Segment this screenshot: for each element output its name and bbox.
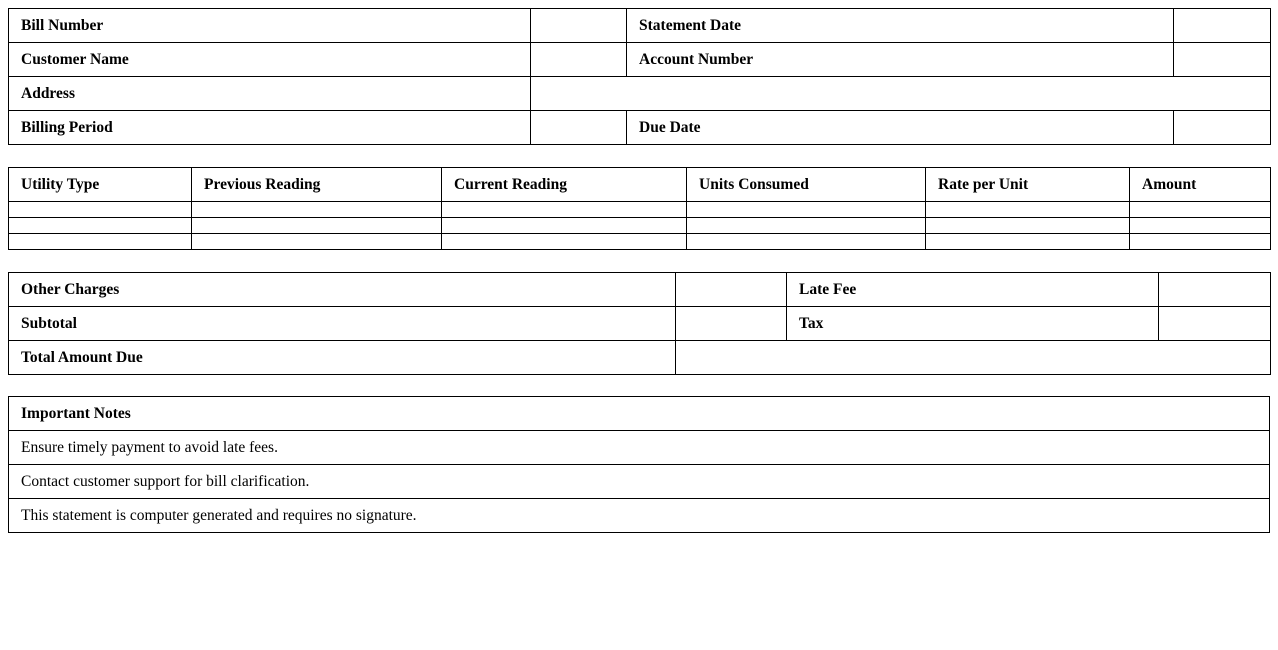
statement-date-value <box>1174 9 1271 43</box>
note-text: Contact customer support for bill clarification. <box>9 465 1270 499</box>
billing-period-row <box>9 111 1271 145</box>
other-charges-value <box>676 273 787 307</box>
total-amount-due-value <box>676 341 1271 375</box>
subtotal-value <box>676 307 787 341</box>
usage-cell <box>442 234 687 250</box>
statement-date-label: Statement Date <box>627 9 1174 43</box>
due-date-label: Due Date <box>627 111 1174 145</box>
charges-table <box>8 272 1271 375</box>
address-label: Address <box>9 77 531 111</box>
list-item <box>9 431 1270 465</box>
usage-header-utility-type: Utility Type <box>9 168 192 202</box>
customer-name-value <box>531 43 627 77</box>
address-value <box>531 77 1271 111</box>
tax-value <box>1159 307 1271 341</box>
bill-number-label: Bill Number <box>9 9 531 43</box>
customer-name-row <box>9 43 1271 77</box>
bill-number-row <box>9 9 1271 43</box>
important-notes-heading: Important Notes <box>9 397 1270 431</box>
usage-cell <box>9 218 192 234</box>
usage-header-current-reading: Current Reading <box>442 168 687 202</box>
account-number-value <box>1174 43 1271 77</box>
bill-number-value <box>531 9 627 43</box>
tax-label: Tax <box>787 307 1159 341</box>
usage-header-amount: Amount <box>1130 168 1271 202</box>
total-row <box>9 341 1271 375</box>
usage-cell <box>687 202 926 218</box>
subtotal-row <box>9 307 1271 341</box>
usage-cell <box>192 218 442 234</box>
notes-header-row <box>9 397 1270 431</box>
billing-period-value <box>531 111 627 145</box>
list-item <box>9 465 1270 499</box>
table-row <box>9 234 1271 250</box>
billing-period-label: Billing Period <box>9 111 531 145</box>
late-fee-label: Late Fee <box>787 273 1159 307</box>
usage-cell <box>687 218 926 234</box>
note-text: This statement is computer generated and requires no signature. <box>9 499 1270 533</box>
usage-header-units-consumed: Units Consumed <box>687 168 926 202</box>
late-fee-value <box>1159 273 1271 307</box>
usage-cell <box>9 202 192 218</box>
usage-cell <box>687 234 926 250</box>
usage-cell <box>926 218 1130 234</box>
usage-cell <box>1130 234 1271 250</box>
usage-cell <box>1130 202 1271 218</box>
total-amount-due-label: Total Amount Due <box>9 341 676 375</box>
table-row <box>9 218 1271 234</box>
due-date-value <box>1174 111 1271 145</box>
table-row <box>9 202 1271 218</box>
address-row <box>9 77 1271 111</box>
usage-cell <box>926 234 1130 250</box>
list-item <box>9 499 1270 533</box>
usage-cell <box>192 202 442 218</box>
usage-table <box>8 167 1271 250</box>
usage-cell <box>1130 218 1271 234</box>
subtotal-label: Subtotal <box>9 307 676 341</box>
usage-cell <box>192 234 442 250</box>
usage-cell <box>926 202 1130 218</box>
usage-header-previous-reading: Previous Reading <box>192 168 442 202</box>
other-charges-row <box>9 273 1271 307</box>
other-charges-label: Other Charges <box>9 273 676 307</box>
usage-header-row <box>9 168 1271 202</box>
usage-cell <box>442 218 687 234</box>
note-text: Ensure timely payment to avoid late fees. <box>9 431 1270 465</box>
usage-cell <box>442 202 687 218</box>
billing-info-table <box>8 8 1271 145</box>
notes-table <box>8 396 1270 533</box>
usage-cell <box>9 234 192 250</box>
account-number-label: Account Number <box>627 43 1174 77</box>
usage-header-rate-per-unit: Rate per Unit <box>926 168 1130 202</box>
customer-name-label: Customer Name <box>9 43 531 77</box>
